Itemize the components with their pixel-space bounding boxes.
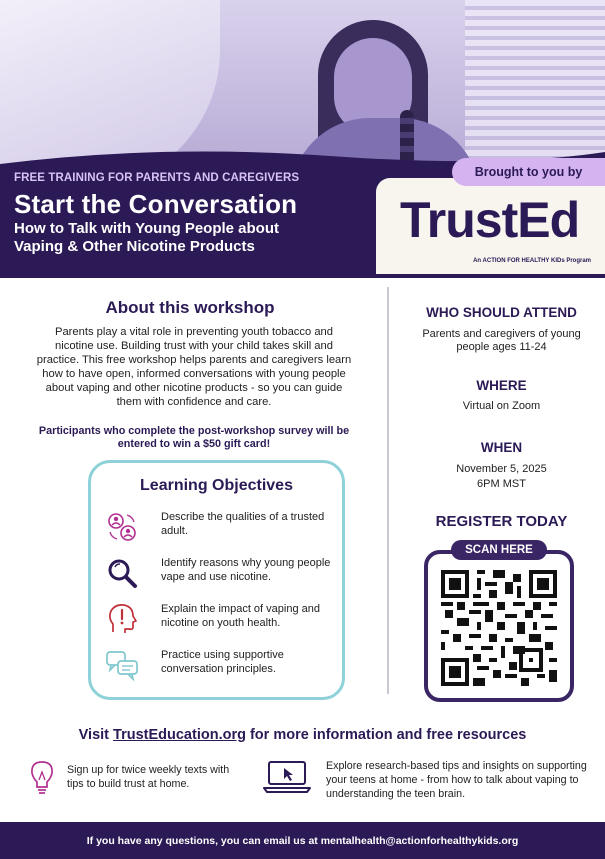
lightbulb-icon [29, 760, 55, 796]
when-date: November 5, 2025 [456, 463, 547, 475]
head-alert-icon [105, 602, 139, 636]
footer-contact: If you have any questions, you can email us at mentalhealth@actionforhealthykids.org [0, 822, 605, 859]
registration-qr-code[interactable] [441, 570, 557, 686]
objective-text: Explain the impact of vaping and nicotine on youth health. [161, 603, 320, 629]
objective-text: Practice using supportive conversation principles. [161, 649, 284, 675]
brought-to-you-badge: Brought to you by [452, 158, 605, 186]
about-heading: About this workshop [105, 298, 275, 317]
trusted-adult-icon [105, 510, 139, 544]
objective-item [105, 646, 335, 690]
laptop-cursor-icon [263, 760, 311, 794]
page-subtitle [14, 220, 344, 256]
where-heading: WHERE [476, 378, 527, 393]
objective-text: Describe the qualities of a trusted adult. [161, 511, 325, 537]
page-title: Start the Conversation [14, 189, 298, 219]
when-heading: WHEN [480, 440, 523, 455]
subtitle-line-2: Vaping & Other Nicotine Products [14, 238, 255, 255]
where-text: Virtual on Zoom [462, 400, 541, 412]
objective-item [105, 554, 335, 598]
when-time: 6PM MST [477, 478, 526, 490]
visit-suffix: for more information and free resources [245, 727, 527, 743]
objective-text: Identify reasons why young people vape and use nicotine. [161, 557, 331, 583]
register-heading: REGISTER TODAY [435, 513, 568, 530]
tip-text-research: Explore research-based tips and insights on supporting your teens at home - from how to talk about vaping to understanding the teen brain. [326, 760, 587, 800]
visit-prefix: Visit [78, 727, 114, 743]
scan-here-label: SCAN HERE [451, 540, 547, 560]
chat-bubbles-icon [105, 648, 139, 682]
visit-line [0, 727, 605, 743]
trusteducation-link[interactable]: TrustEducation.org [113, 727, 246, 743]
objective-item [105, 508, 335, 552]
tip-text-sms: Sign up for twice weekly texts with tips to build trust at home. [67, 764, 230, 790]
subtitle-line-1: How to Talk with Young People about [14, 220, 279, 237]
brand-box [376, 178, 605, 274]
objectives-heading: Learning Objectives [140, 477, 293, 494]
learning-objectives-box [88, 460, 345, 700]
trusted-logo: TrustEd [400, 192, 580, 248]
objective-item [105, 600, 335, 644]
magnifier-icon [105, 556, 139, 590]
hero-eyebrow: FREE TRAINING FOR PARENTS AND CAREGIVERS [14, 172, 300, 184]
logo-subtext: An ACTION FOR HEALTHY KIDs Program [473, 258, 591, 264]
column-divider [387, 287, 389, 694]
who-text: Parents and caregivers of young people ages 11-24 [422, 328, 581, 353]
prize-note: Participants who complete the post-workshop survey will be entered to win a $50 gift card! [38, 425, 350, 450]
about-body: Parents play a vital role in preventing youth tobacco and nicotine use. Building trust with your child takes skill and practice. This free workshop helps parents and caregivers learn how to have open, informed conversations with young people about vaping and other nicotine products - so you can guide them with confidence and care. [36, 326, 352, 408]
who-heading: WHO SHOULD ATTEND [426, 305, 577, 320]
